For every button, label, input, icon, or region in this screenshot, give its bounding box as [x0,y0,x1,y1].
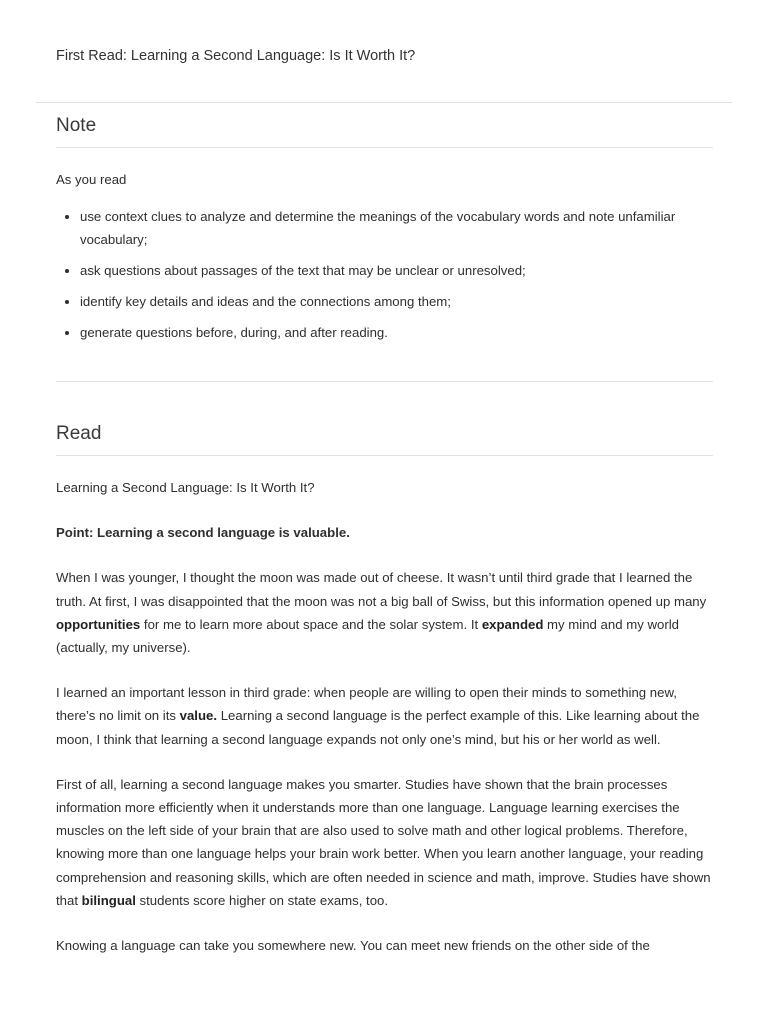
note-list [56,205,713,344]
point-statement: Point: Learning a second language is valuable. [56,525,350,541]
note-section [56,115,713,352]
list-item: • ask questions about passages of the text that may be unclear or unresolved; [80,259,713,282]
text-run: for me to learn more about space and the solar system. It [140,616,482,632]
page-title: First Read: Learning a Second Language: Is It Worth It? [56,48,416,64]
section-divider [56,381,713,382]
paragraph-4: Knowing a language can take you somewhere new. You can meet new friends on the other side of the [56,938,650,954]
text-run: First of all, learning a second language makes you smarter. Studies have shown that the brain processes information more efficiently when it understands more than one language. Language learning exercises the muscles on the left side of your brain that are also used to solve math and other logical problems. Therefore, knowing more than one language helps your brain work better. When you learn another language, your reading comprehension and reasoning skills, which are often needed in science and math, improve. Studies have shown that [56,776,711,908]
paragraph-2 [56,681,713,751]
list-item: • generate questions before, during, and after reading. [80,321,713,344]
paragraph-1 [56,566,713,659]
list-item: • use context clues to analyze and determine the meanings of the vocabulary words and note unfamiliar vocabulary; [80,205,713,251]
read-heading: Read [56,423,713,456]
text-run: I learned an important lesson in third grade: when people are willing to open their minds to something new, there’s no limit on its [56,685,677,724]
vocab-value: value. [179,708,218,724]
header-divider [36,102,732,103]
text-run: my mind and my world (actually, my universe). [56,616,679,656]
paragraph-3 [56,773,713,912]
text-run: students score higher on state exams, too. [135,892,389,908]
text-run: When I was younger, I thought the moon was made out of cheese. It wasn’t until third grade that I learned the truth. At first, I was disappointed that the moon was not a big ball of Swiss, but this information opened up many [56,570,707,609]
note-intro: As you read [56,172,127,187]
vocab-expanded: expanded [481,616,544,632]
article-title: Learning a Second Language: Is It Worth It? [56,480,315,495]
note-heading: Note [56,115,713,148]
vocab-opportunities: opportunities [56,616,141,632]
vocab-bilingual: bilingual [81,892,136,908]
text-run: Learning a second language is the perfect example of this. Like learning about the moon, I think that learning a second language expands not only one’s mind, but his or her world as well. [56,708,700,747]
list-item: • identify key details and ideas and the connections among them; [80,290,713,313]
read-section [56,423,713,957]
